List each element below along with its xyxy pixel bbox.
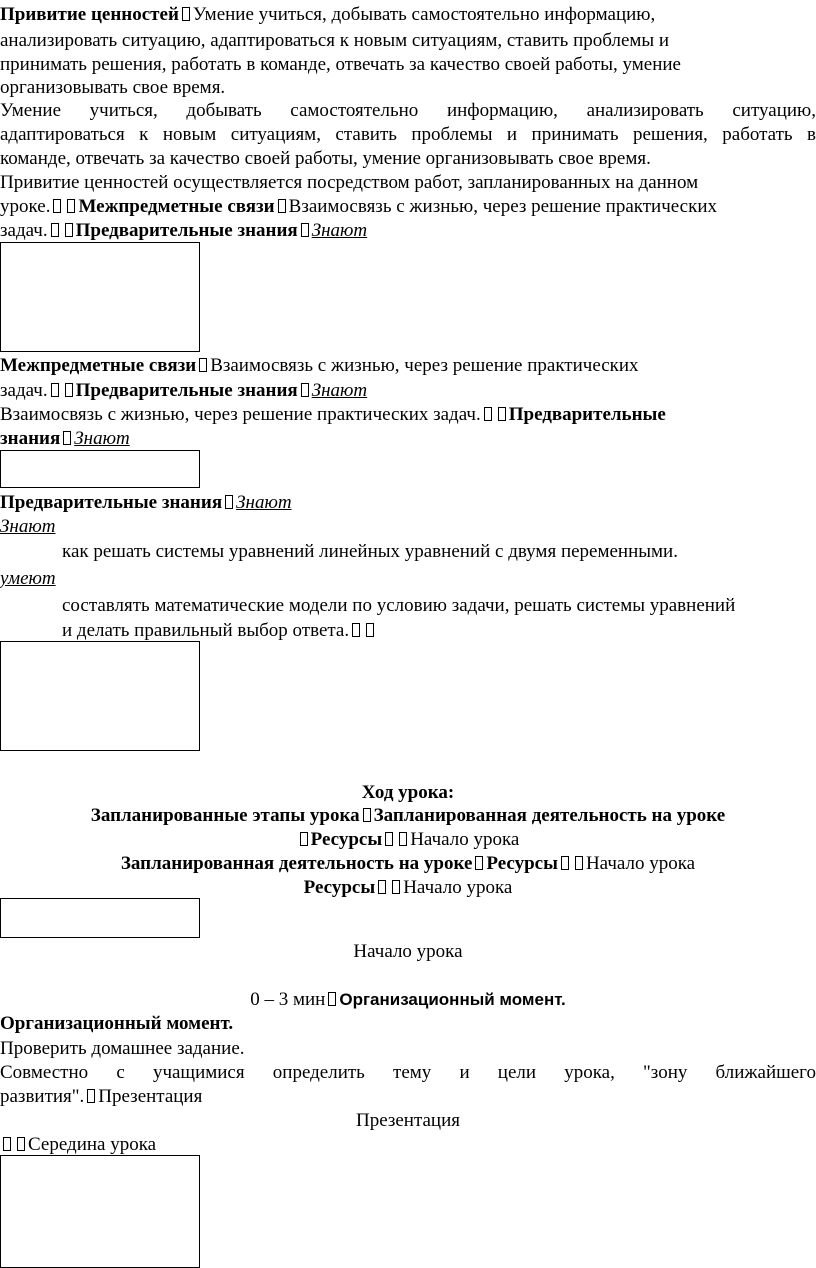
- missing-glyph-icon: [199, 358, 207, 372]
- missing-glyph-icon: [3, 1137, 11, 1151]
- can-text-line-1: составлять математические модели по условию задачи, решать системы уравнений: [62, 595, 736, 616]
- intersubject-line-2: Межпредметные связи Взаимосвязь с жизнью, через решение практических: [0, 355, 639, 376]
- missing-glyph-icon: [17, 1137, 25, 1151]
- development-line: развития". Презентация: [0, 1086, 203, 1107]
- know-text: как решать системы уравнений линейных уравнений с двумя переменными.: [62, 541, 678, 562]
- lesson-title: Ход урока:: [361, 782, 455, 803]
- missing-glyph-icon: [328, 992, 336, 1006]
- missing-glyph-icon: [399, 832, 407, 846]
- missing-glyph-icon: [51, 223, 59, 237]
- can-label: умеют: [0, 568, 56, 589]
- know-label: Знают: [0, 516, 56, 537]
- missing-glyph-icon: [65, 383, 73, 397]
- missing-glyph-icon: [561, 856, 569, 870]
- homework-check: Проверить домашнее задание.: [0, 1038, 245, 1059]
- values-realization-line: Привитие ценностей осуществляется посредством работ, запланированных на данном: [0, 172, 699, 193]
- missing-glyph-icon: [366, 623, 374, 637]
- missing-glyph-icon: [51, 383, 59, 397]
- time-line: 0 – 3 мин Организационный момент.: [250, 989, 566, 1010]
- skills-line-2: адаптироваться к новым ситуациям, ставить проблемы и принимать решения, работать в: [0, 124, 816, 145]
- missing-glyph-icon: [300, 832, 308, 846]
- missing-glyph-icon: [363, 808, 371, 822]
- joint-goals-line: Совместно с учащимися определить тему и цели урока, "зону ближайшего: [0, 1062, 816, 1083]
- relation-line: Взаимосвязь с жизнью, через решение практических задач. Предварительные: [0, 404, 666, 425]
- intersubject-line: уроке. Межпредметные связи Взаимосвязь с жизнью, через решение практических: [0, 196, 718, 217]
- middle-of-lesson: Середина урока: [0, 1134, 816, 1156]
- missing-glyph-icon: [225, 495, 233, 509]
- values-line-4: организовывать свое время.: [0, 77, 226, 98]
- missing-glyph-icon: [278, 199, 286, 213]
- missing-glyph-icon: [385, 832, 393, 846]
- values-line-3: принимать решения, работать в команде, отвечать за качество своей работы, умение: [0, 54, 681, 75]
- missing-glyph-icon: [484, 407, 492, 421]
- presentation-label: Презентация: [355, 1110, 461, 1131]
- values-title: Привитие ценностей: [0, 4, 179, 25]
- missing-glyph-icon: [65, 223, 73, 237]
- missing-glyph-icon: [63, 431, 71, 445]
- lesson-stages-line: Запланированные этапы урока Запланированная деятельность на уроке: [90, 805, 726, 826]
- resources-line: Ресурсы Начало урока: [0, 829, 816, 851]
- missing-glyph-icon: [352, 623, 360, 637]
- missing-glyph-icon: [301, 223, 309, 237]
- prior-knowledge-line-2: задач. Предварительные знания Знают: [0, 380, 368, 401]
- missing-glyph-icon: [392, 880, 400, 894]
- missing-glyph-icon: [53, 199, 61, 213]
- missing-glyph-icon: [475, 856, 483, 870]
- missing-glyph-icon: [87, 1089, 95, 1103]
- missing-glyph-icon: [182, 7, 190, 21]
- skills-line-3: команде, отвечать за качество своей работы, умение организовывать свое время.: [0, 148, 651, 169]
- missing-glyph-icon: [301, 383, 309, 397]
- missing-glyph-icon: [575, 856, 583, 870]
- missing-glyph-icon: [67, 199, 75, 213]
- planned-activity-line: Запланированная деятельность на уроке Ресурсы Начало урока: [120, 853, 696, 874]
- knowledge-line: знания Знают: [0, 428, 130, 449]
- prior-knowledge-heading: Предварительные знания Знают: [0, 492, 292, 513]
- empty-table-cell: [0, 1155, 200, 1268]
- empty-table-cell: [0, 450, 200, 488]
- skills-line-1: Умение учиться, добывать самостоятельно информацию, анализировать ситуацию,: [0, 100, 816, 121]
- can-text-line-2: и делать правильный выбор ответа.: [62, 620, 816, 642]
- prior-knowledge-line: задач. Предварительные знания Знают: [0, 220, 368, 241]
- empty-table-cell: [0, 641, 200, 751]
- lesson-start: Начало урока: [353, 941, 463, 962]
- missing-glyph-icon: [378, 880, 386, 894]
- empty-table-cell: [0, 242, 200, 352]
- missing-glyph-icon: [498, 407, 506, 421]
- empty-table-cell: [0, 898, 200, 938]
- values-line-1: Привитие ценностей Умение учиться, добывать самостоятельно информацию,: [0, 4, 656, 25]
- values-line-2: анализировать ситуацию, адаптироваться к новым ситуациям, ставить проблемы и: [0, 30, 670, 51]
- org-moment: Организационный момент.: [0, 1013, 234, 1034]
- resources-line-2: Ресурсы Начало урока: [303, 877, 513, 898]
